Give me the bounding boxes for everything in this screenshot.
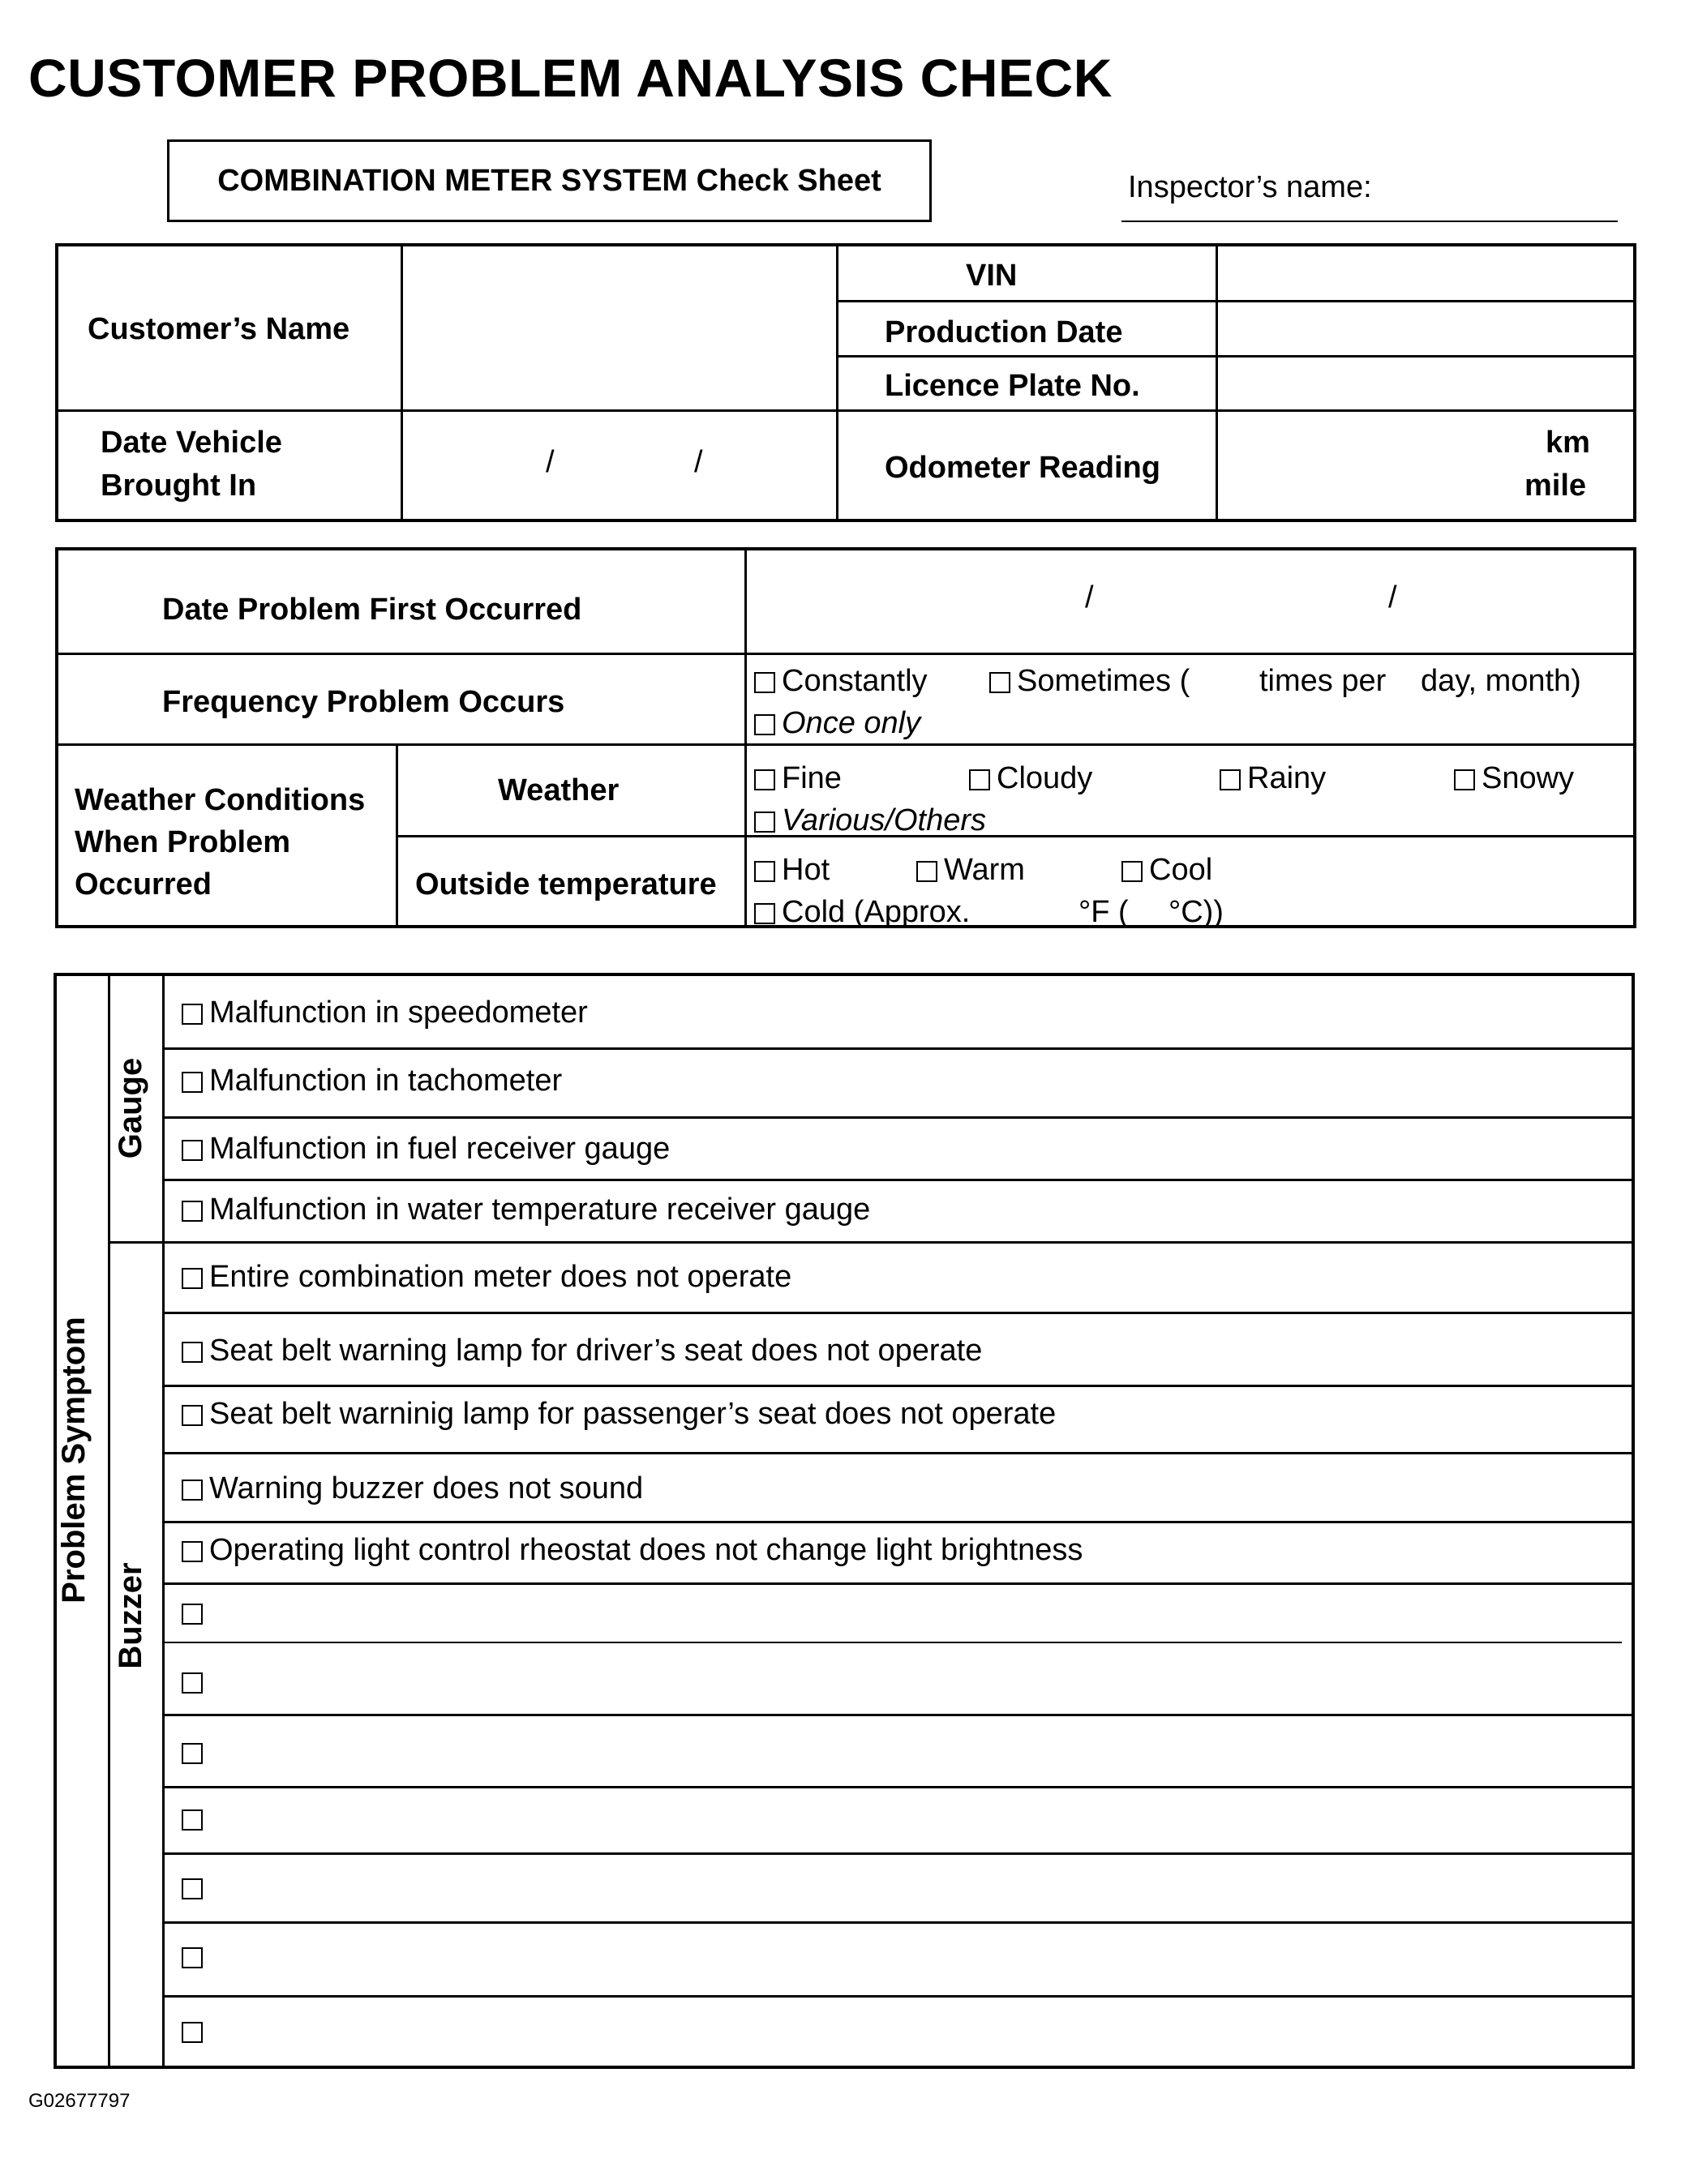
date-brought-in-label-line1: Date Vehicle [101,426,282,460]
freq-constantly-option[interactable]: Constantly [754,665,928,699]
temp-warm-option[interactable]: Warm [916,854,1025,888]
inspector-name-label: Inspector’s name: [1128,170,1372,204]
blank-symptom-row[interactable] [182,1947,209,1970]
checkbox[interactable] [182,1541,203,1562]
check-sheet-title: COMBINATION METER SYSTEM Check Sheet [217,163,881,198]
km-unit: km [1546,426,1590,460]
date-brought-in-field[interactable] [403,412,836,519]
symptom-item[interactable]: Operating light control rheostat does not change light brightness [182,1534,1083,1568]
checkbox[interactable] [182,1480,203,1501]
checkbox[interactable] [754,812,775,833]
checkbox[interactable] [754,861,775,882]
checkbox[interactable] [969,769,990,790]
weather-fine-option[interactable]: Fine [754,762,842,796]
checkbox[interactable] [754,672,775,693]
mile-unit: mile [1524,469,1587,503]
frequency-label: Frequency Problem Occurs [162,685,565,719]
customer-name-field[interactable] [403,246,836,409]
checkbox[interactable] [182,1672,203,1694]
weather-label: Weather [498,773,620,807]
freq-once-option[interactable]: Once only [754,707,920,741]
blank-symptom-row[interactable] [182,2022,209,2045]
buzzer-label: Buzzer [113,1562,148,1669]
weather-rainy-option[interactable]: Rainy [1220,762,1326,796]
check-sheet-title-box [167,139,932,222]
figure-code: G02677797 [28,2090,131,2112]
temp-fahrenheit-text: °F ( [1078,895,1129,929]
blank-symptom-row[interactable] [182,1743,209,1766]
odometer-label: Odometer Reading [885,451,1160,485]
checkbox[interactable] [1220,769,1241,790]
licence-plate-label: Licence Plate No. [885,369,1140,403]
symptom-item[interactable]: Malfunction in fuel receiver gauge [182,1133,670,1167]
problem-symptom-label: Problem Symptom [56,1317,92,1604]
blank-symptom-row[interactable] [182,1878,209,1901]
freq-sometimes-option[interactable]: Sometimes ( [989,665,1190,699]
date-separator: / [694,445,703,479]
symptom-item[interactable]: Malfunction in speedometer [182,996,588,1030]
date-brought-in-label-line2: Brought In [101,469,257,503]
checkbox[interactable] [182,1809,203,1831]
checkbox[interactable] [182,1201,203,1222]
vin-field[interactable] [1218,246,1633,300]
freq-day-month-text: day, month) [1421,664,1581,698]
weather-conditions-label-line2: When Problem [75,825,291,859]
temp-celsius-text: °C)) [1169,895,1224,929]
checkbox[interactable] [754,903,775,924]
checkbox[interactable] [182,1947,203,1968]
checkbox[interactable] [754,769,775,790]
vin-label: VIN [966,259,1018,293]
temp-hot-option[interactable]: Hot [754,854,830,888]
blank-symptom-row[interactable] [182,1604,209,1626]
symptom-item[interactable]: Malfunction in water temperature receiver gauge [182,1193,870,1227]
date-separator: / [1388,580,1397,615]
checkbox[interactable] [182,1604,203,1625]
checkbox[interactable] [182,1268,203,1289]
weather-conditions-label-line1: Weather Conditions [75,783,366,817]
date-separator: / [546,445,555,479]
checkbox[interactable] [754,714,775,735]
outside-temperature-label: Outside temperature [415,867,717,901]
checkbox[interactable] [182,1004,203,1025]
production-date-label: Production Date [885,315,1123,349]
symptom-item[interactable]: Entire combination meter does not operate [182,1261,791,1295]
freq-times-per-text: times per [1259,664,1387,698]
checkbox[interactable] [1121,861,1143,882]
weather-conditions-label-line3: Occurred [75,867,212,901]
blank-symptom-row[interactable] [182,1809,209,1832]
checkbox[interactable] [916,861,937,882]
production-date-field[interactable] [1218,302,1633,355]
inspector-name-field[interactable] [1121,170,1618,222]
date-first-occurred-field[interactable] [747,550,1633,653]
symptom-item[interactable]: Seat belt warning lamp for driver’s seat does not operate [182,1334,982,1368]
checkbox[interactable] [182,1140,203,1161]
weather-snowy-option[interactable]: Snowy [1454,762,1574,796]
symptom-item[interactable]: Warning buzzer does not sound [182,1472,643,1506]
checkbox[interactable] [182,1072,203,1093]
checkbox[interactable] [182,2022,203,2043]
symptom-item[interactable]: Seat belt warninig lamp for passenger’s seat does not operate [182,1398,1056,1432]
checkbox[interactable] [182,1342,203,1363]
temp-cold-option[interactable]: Cold (Approx. [754,896,970,930]
customer-name-label: Customer’s Name [88,312,350,346]
weather-various-option[interactable]: Various/Others [754,804,986,838]
checkbox[interactable] [182,1743,203,1764]
date-separator: / [1085,580,1094,615]
page-title: CUSTOMER PROBLEM ANALYSIS CHECK [28,48,1113,108]
symptom-item[interactable]: Malfunction in tachometer [182,1064,562,1098]
temp-cool-option[interactable]: Cool [1121,854,1212,888]
gauge-label: Gauge [113,1057,148,1159]
weather-cloudy-option[interactable]: Cloudy [969,762,1092,796]
blank-symptom-row[interactable] [182,1672,209,1695]
licence-plate-field[interactable] [1218,358,1633,409]
checkbox[interactable] [989,672,1010,693]
checkbox[interactable] [182,1878,203,1899]
checkbox[interactable] [182,1405,203,1426]
checkbox[interactable] [1454,769,1475,790]
date-first-occurred-label: Date Problem First Occurred [162,593,582,627]
